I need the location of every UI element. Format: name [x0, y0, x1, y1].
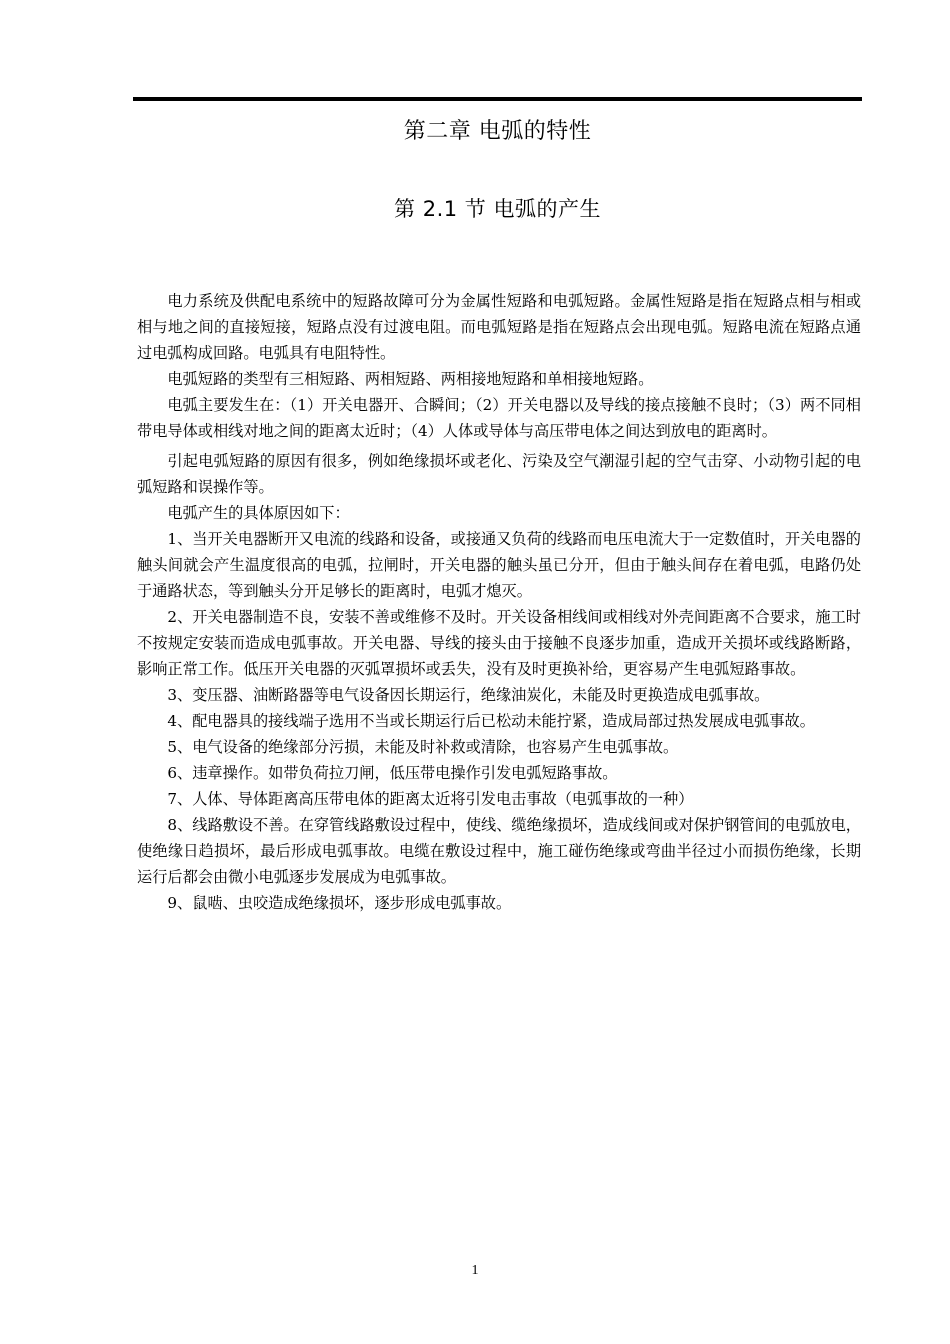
paragraph: 7、人体、导体距离高压带电体的距离太近将引发电击事故（电弧事故的一种）: [167, 790, 694, 808]
paragraph: 电弧产生的具体原因如下：: [167, 504, 350, 522]
paragraph: 2、开关电器制造不良，安装不善或维修不及时。开关设备相线间或相线对外壳间距离不合要求，施工时不按规定安装而造成电弧事故。开关电器、导线的接头由于接触不良逐步加重，造成开关损坏或线路断路，影响正常工作。低压开关电器的灭弧罩损坏或丢失，没有及时更换补给，更容易产生电弧短路事故。: [137, 608, 861, 678]
paragraph: 电弧短路的类型有三相短路、两相短路、两相接地短路和单相接地短路。: [167, 370, 654, 388]
section-title: 第 2.1 节 电弧的产生: [394, 197, 601, 221]
page-number: 1: [471, 1263, 479, 1278]
header-rule: [133, 97, 862, 101]
paragraph: 4、配电器具的接线端子选用不当或长期运行后已松动未能拧紧，造成局部过热发展成电弧事故。: [167, 712, 815, 730]
paragraph: 8、线路敷设不善。在穿管线路敷设过程中，使线、缆绝缘损坏，造成线间或对保护钢管间的电弧放电，使绝缘日趋损坏，最后形成电弧事故。电缆在敷设过程中，施工碰伤绝缘或弯曲半径过小而损伤绝缘，长期运行后都会由微小电弧逐步发展成为电弧事故。: [137, 816, 861, 886]
paragraph: 5、电气设备的绝缘部分污损，未能及时补救或清除，也容易产生电弧事故。: [167, 738, 679, 756]
paragraph: 电弧主要发生在：（1）开关电器开、合瞬间；（2）开关电器以及导线的接点接触不良时；（3）两不同相带电导体或相线对地之间的距离太近时；（4）人体或导体与高压带电体之间达到放电的距离时。: [137, 396, 861, 440]
paragraph: 1、当开关电器断开又电流的线路和设备，或接通又负荷的线路而电压电流大于一定数值时，开关电器的触头间就会产生温度很高的电弧，拉闸时，开关电器的触头虽已分开，但由于触头间存在着电弧，电路仍处于通路状态，等到触头分开足够长的距离时，电弧才熄灭。: [137, 530, 861, 600]
paragraph: 3、变压器、油断路器等电气设备因长期运行，绝缘油炭化，未能及时更换造成电弧事故。: [167, 686, 770, 704]
paragraph: 引起电弧短路的原因有很多，例如绝缘损坏或老化、污染及空气潮湿引起的空气击穿、小动物引起的电弧短路和误操作等。: [137, 452, 861, 496]
paragraph: 电力系统及供配电系统中的短路故障可分为金属性短路和电弧短路。金属性短路是指在短路点相与相或相与地之间的直接短接，短路点没有过渡电阻。而电弧短路是指在短路点会出现电弧。短路电流在短路点通过电弧构成回路。电弧具有电阻特性。: [137, 292, 861, 362]
paragraph: 6、违章操作。如带负荷拉刀闸，低压带电操作引发电弧短路事故。: [167, 764, 618, 782]
body-text: [137, 288, 861, 916]
paragraph: 9、鼠啮、虫咬造成绝缘损坏，逐步形成电弧事故。: [167, 894, 512, 912]
chapter-title: 第二章 电弧的特性: [403, 119, 592, 144]
